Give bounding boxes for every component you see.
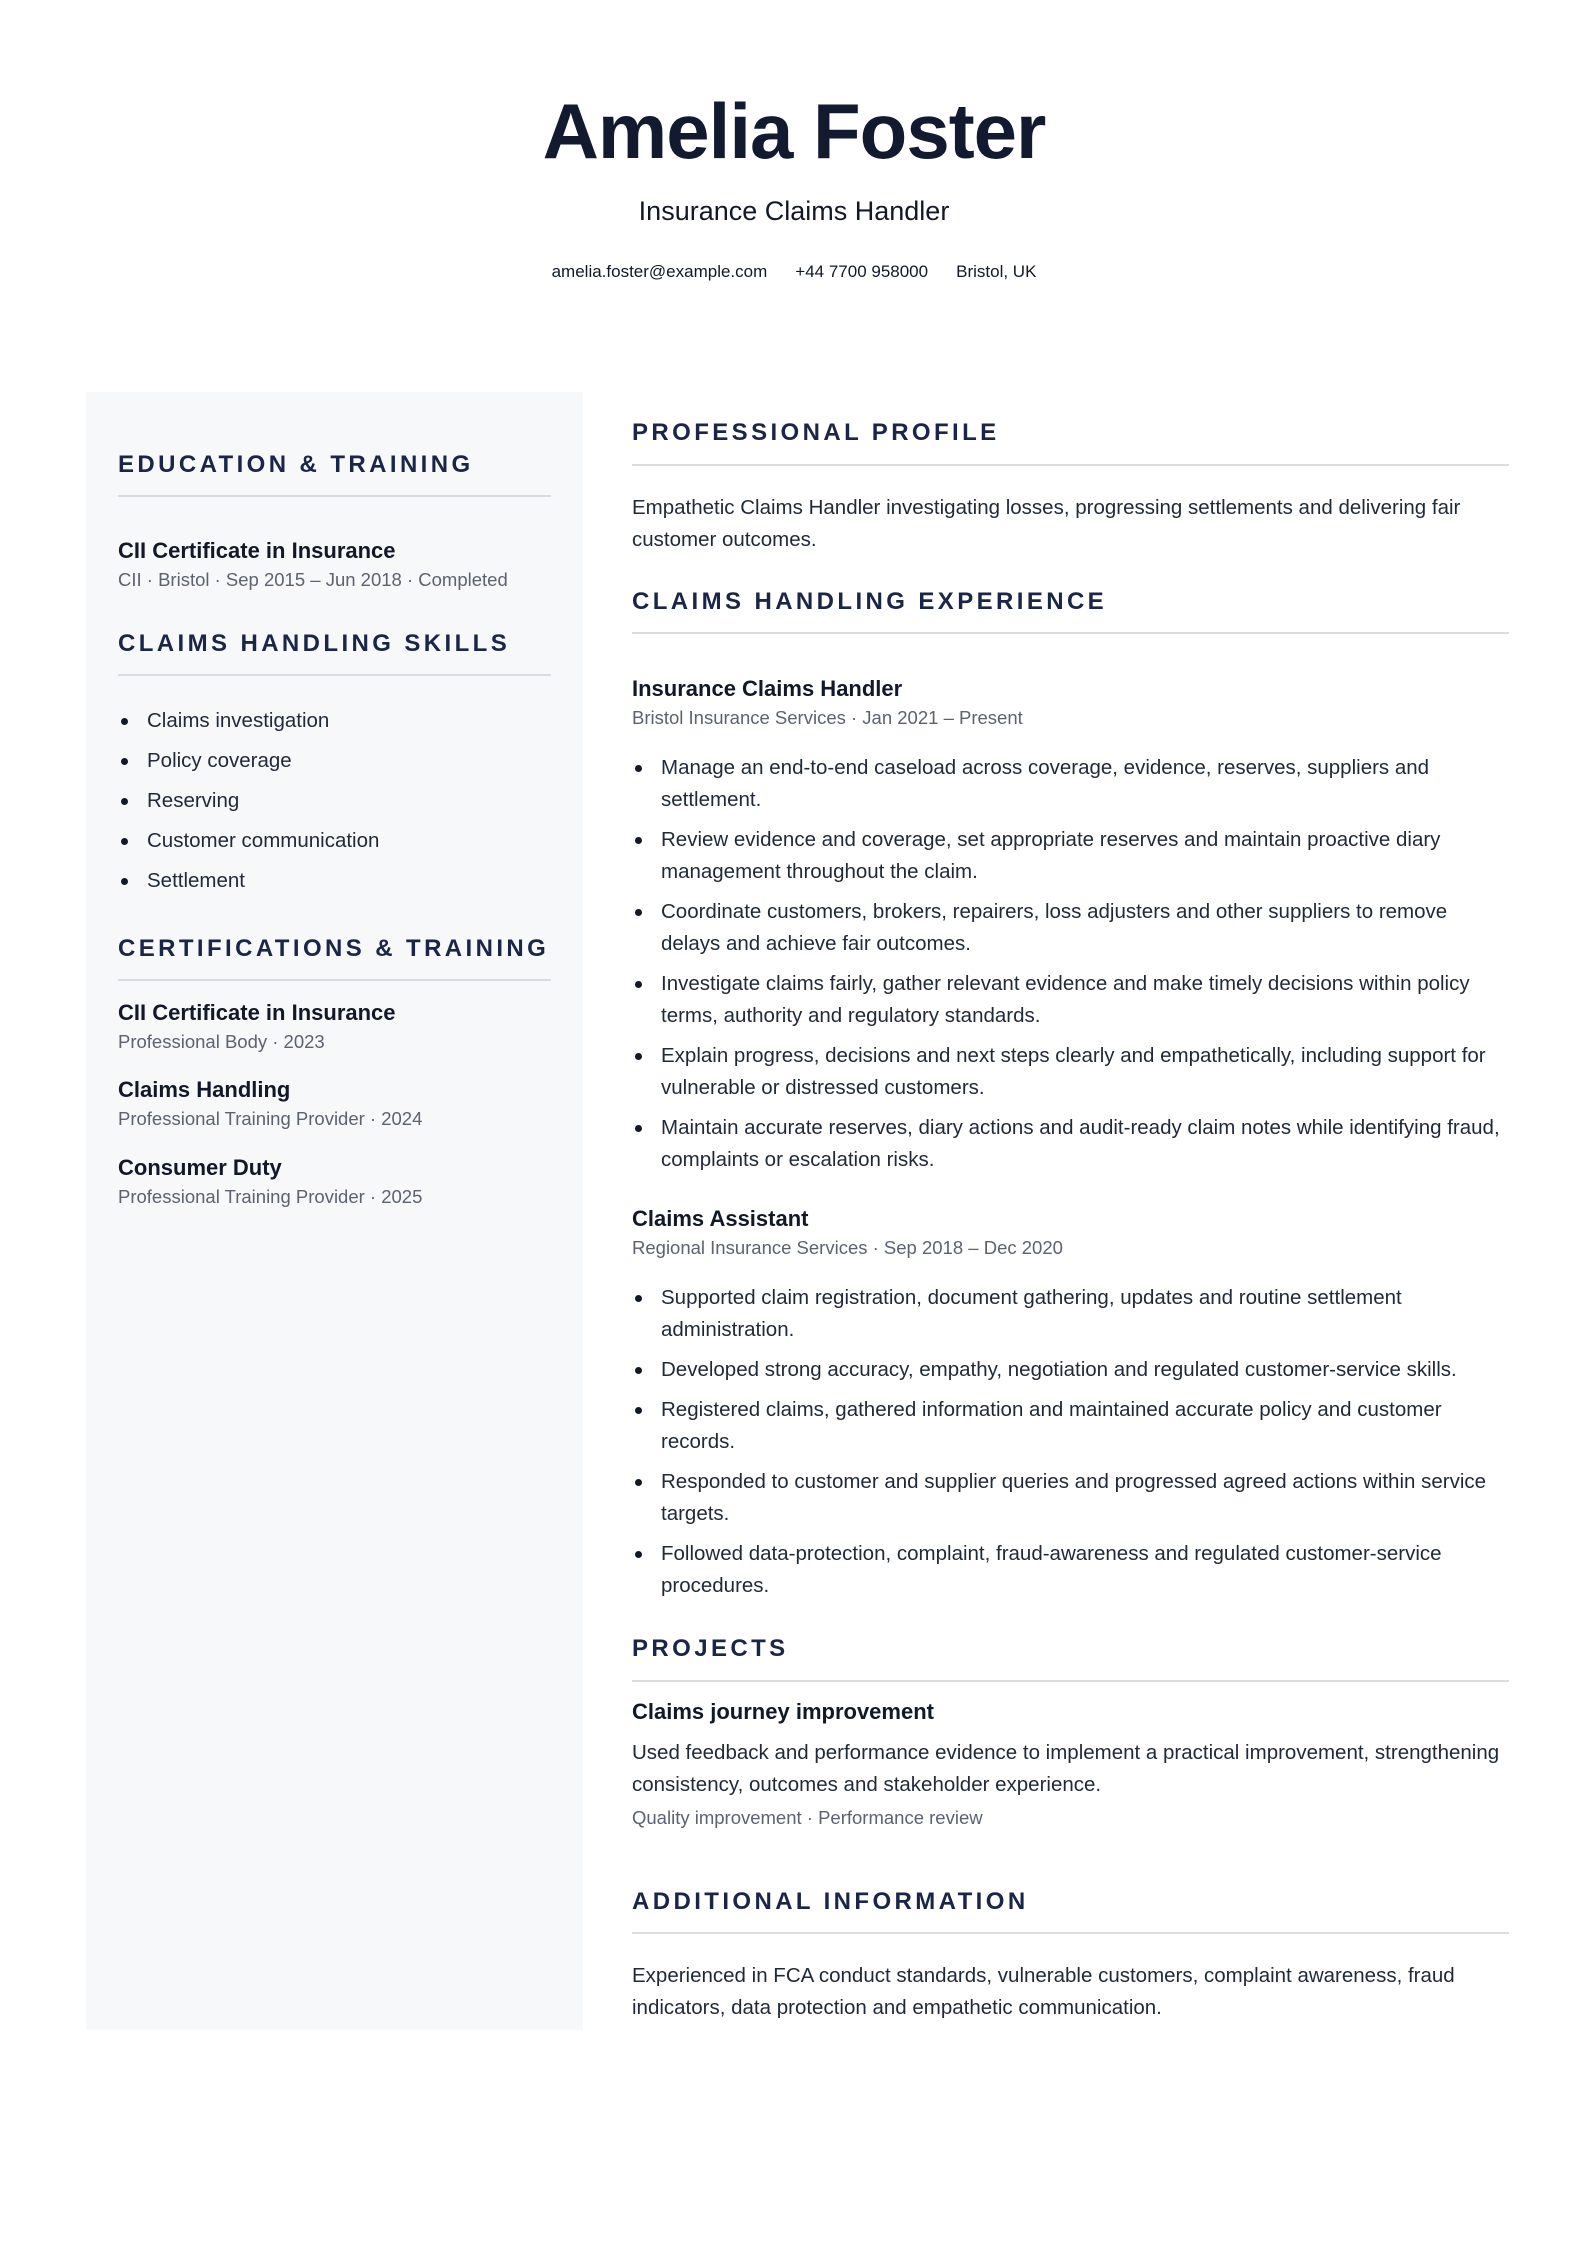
contact-line	[0, 263, 1588, 280]
job-meta: Bristol Insurance Services · Jan 2021 – Present	[632, 707, 1023, 728]
job-bullet: Registered claims, gathered information and maintained accurate policy and customer records.	[632, 1394, 1509, 1458]
contact-phone[interactable]: +44 7700 958000	[795, 262, 929, 281]
projects-section-title: PROJECTS	[632, 1635, 789, 1662]
skill-item: Customer communication	[118, 825, 551, 857]
certifications-divider	[118, 979, 551, 981]
education-item-meta: CII · Bristol · Sep 2015 – Jun 2018 · Completed	[118, 569, 508, 590]
certification-meta: Professional Training Provider · 2024	[118, 1108, 423, 1129]
additional-section-title: ADDITIONAL INFORMATION	[632, 1888, 1029, 1915]
skill-item: Claims investigation	[118, 705, 551, 737]
certification-title: Consumer Duty	[118, 1155, 282, 1180]
certifications-section-title: CERTIFICATIONS & TRAINING	[118, 935, 550, 962]
certification-title: Claims Handling	[118, 1077, 291, 1102]
job-meta: Regional Insurance Services · Sep 2018 – Dec 2020	[632, 1237, 1063, 1258]
job-bullet: Coordinate customers, brokers, repairers, loss adjusters and other suppliers to remove delays and achieve fair outcomes.	[632, 896, 1509, 960]
job-bullet: Followed data-protection, complaint, fraud-awareness and regulated customer-service procedures.	[632, 1538, 1509, 1602]
experience-section-title: CLAIMS HANDLING EXPERIENCE	[632, 588, 1108, 615]
job-bullets	[632, 1282, 1509, 1602]
job-bullet: Maintain accurate reserves, diary actions and audit-ready claim notes while identifying fraud, complaints or escalation risks.	[632, 1112, 1509, 1176]
certification-meta: Professional Training Provider · 2025	[118, 1186, 423, 1207]
job-bullet: Manage an end-to-end caseload across coverage, evidence, reserves, suppliers and settlement.	[632, 752, 1509, 816]
job-bullet: Supported claim registration, document gathering, updates and routine settlement administration.	[632, 1282, 1509, 1346]
job-bullet: Explain progress, decisions and next steps clearly and empathetically, including support for vulnerable or distressed customers.	[632, 1040, 1509, 1104]
additional-text: Experienced in FCA conduct standards, vulnerable customers, complaint awareness, fraud indicators, data protection and empathetic communication.	[632, 1964, 1455, 2019]
project-tags: Quality improvement · Performance review	[632, 1807, 983, 1828]
job-title: Claims Assistant	[632, 1206, 809, 1231]
skills-divider	[118, 674, 551, 676]
job-bullet: Developed strong accuracy, empathy, negotiation and regulated customer-service skills.	[632, 1354, 1509, 1386]
certification-meta: Professional Body · 2023	[118, 1031, 325, 1052]
job-bullet: Responded to customer and supplier queries and progressed agreed actions within service targets.	[632, 1466, 1509, 1530]
profile-section-title: PROFESSIONAL PROFILE	[632, 419, 1000, 446]
project-description: Used feedback and performance evidence to implement a practical improvement, strengthening consistency, outcomes and stakeholder experience.	[632, 1741, 1500, 1796]
experience-divider	[632, 632, 1509, 634]
contact-location: Bristol, UK	[956, 262, 1037, 281]
education-divider	[118, 495, 551, 497]
sidebar	[86, 392, 583, 2030]
skills-section-title: CLAIMS HANDLING SKILLS	[118, 630, 511, 657]
additional-divider	[632, 1932, 1509, 1934]
profile-text: Empathetic Claims Handler investigating losses, progressing settlements and delivering fair customer outcomes.	[632, 496, 1461, 551]
skill-item: Reserving	[118, 785, 551, 817]
job-bullet: Review evidence and coverage, set appropriate reserves and maintain proactive diary management throughout the claim.	[632, 824, 1509, 888]
contact-email[interactable]: amelia.foster@example.com	[551, 262, 768, 281]
job-title: Insurance Claims Handler	[632, 676, 903, 701]
education-section-title: EDUCATION & TRAINING	[118, 451, 474, 478]
candidate-name: Amelia Foster	[542, 87, 1046, 175]
job-bullet: Investigate claims fairly, gather relevant evidence and make timely decisions within policy terms, authority and regulatory standards.	[632, 968, 1509, 1032]
education-item-title: CII Certificate in Insurance	[118, 538, 396, 563]
certification-title: CII Certificate in Insurance	[118, 1000, 396, 1025]
skill-item: Policy coverage	[118, 745, 551, 777]
profile-divider	[632, 464, 1509, 466]
job-bullets	[632, 752, 1509, 1176]
skills-list	[118, 705, 551, 897]
project-title: Claims journey improvement	[632, 1699, 934, 1724]
skill-item: Settlement	[118, 865, 551, 897]
projects-divider	[632, 1680, 1509, 1682]
candidate-role: Insurance Claims Handler	[638, 196, 950, 226]
